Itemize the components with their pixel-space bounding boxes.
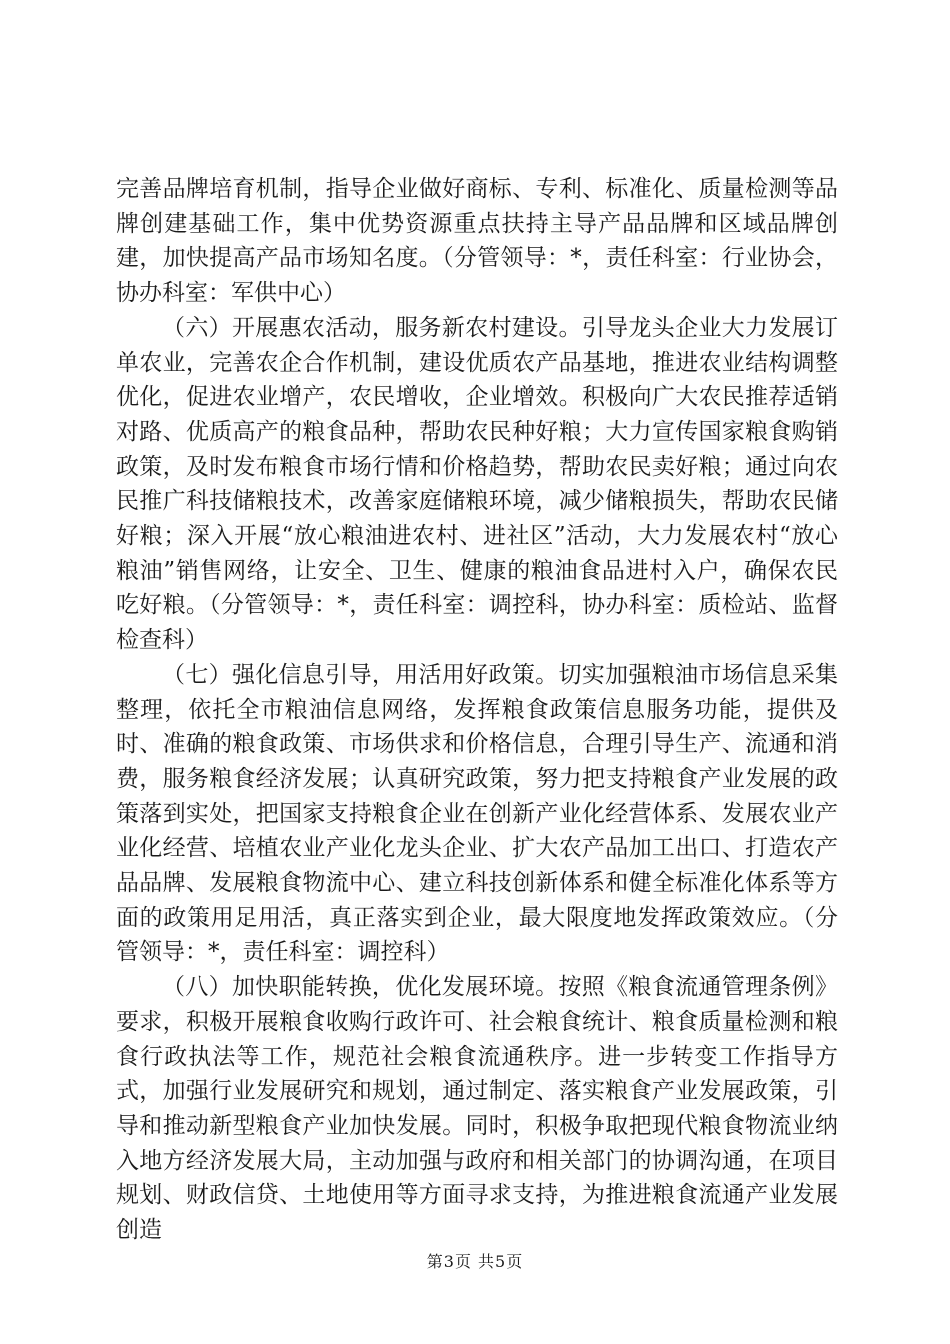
paragraph-seven-information-guidance: （七）强化信息引导，用活用好政策。切实加强粮油市场信息采集整理，依托全市粮油信息网络，发挥粮食政策信息服务功能，提供及时、准确的粮食政策、市场供求和价格信息，合理引导生产、流通和消费，服务粮食经济发展；认真研究政策，努力把支持粮食产业发展的政策落到实处，把国家支持粮食企业在创新产业化经营体系、发展农业产业化经营、培植农业产业化龙头企业、扩大农产品加工出口、打造农产品品牌、发展粮食物流中心、建立科技创新体系和健全标准化体系等方面的政策用足用活，真正落实到企业，最大限度地发挥政策效应。（分管领导：*，责任科室：调控科）: [116, 661, 838, 966]
document-body: [116, 172, 838, 1248]
paragraph-eight-function-transformation: （八）加快职能转换，优化发展环境。按照《粮食流通管理条例》要求，积极开展粮食收购行政许可、社会粮食统计、粮食质量检测和粮食行政执法等工作，规范社会粮食流通秩序。进一步转变工作指导方式，加强行业发展研究和规划，通过制定、落实粮食产业发展政策，引导和推动新型粮食产业加快发展。同时，积极争取把现代粮食物流业纳入地方经济发展大局，主动加强与政府和相关部门的协调沟通，在项目规划、财政信贷、土地使用等方面寻求支持，为推进粮食流通产业发展创造: [116, 974, 838, 1244]
page-number-footer: 第3页 共5页: [426, 1252, 524, 1271]
paragraph-six-benefit-farmers: （六）开展惠农活动，服务新农村建设。引导龙头企业大力发展订单农业，完善农企合作机制，建设优质农产品基地，推进农业结构调整优化，促进农业增产，农民增收，企业增效。积极向广大农民推荐适销对路、优质高产的粮食品种，帮助农民种好粮；大力宣传国家粮食购销政策，及时发布粮食市场行情和价格趋势，帮助农民卖好粮；通过向农民推广科技储粮技术，改善家庭储粮环境，减少储粮损失，帮助农民储好粮；深入开展“放心粮油进农村、进社区”活动，大力发展农村“放心粮油”销售网络，让安全、卫生、健康的粮油食品进村入户，确保农民吃好粮。（分管领导：*，责任科室：调控科，协办科室：质检站、监督检查科）: [116, 314, 838, 654]
paragraph-brand-cultivation: 完善品牌培育机制，指导企业做好商标、专利、标准化、质量检测等品牌创建基础工作，集中优势资源重点扶持主导产品品牌和区域品牌创建，加快提高产品市场知名度。（分管领导：*，责任科室：行业协会，协办科室：军供中心）: [116, 176, 838, 307]
